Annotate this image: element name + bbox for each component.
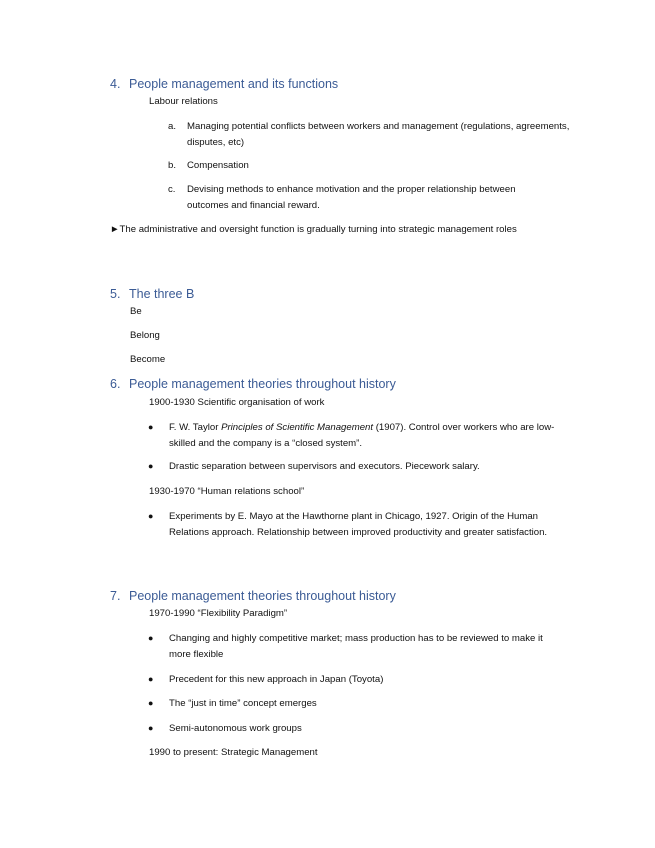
three-b-become: Become [130, 354, 166, 365]
section-5-number: 5. [110, 287, 121, 301]
list-item-c [168, 182, 568, 214]
taylor-author: F. W. Taylor [169, 422, 222, 433]
section-6-heading [110, 377, 396, 391]
bullet-market [148, 631, 568, 663]
period-1930-1970: 1930-1970 “Human relations school” [149, 486, 305, 497]
bullet-just-in-time [148, 696, 568, 712]
bullet-icon: ● [148, 422, 154, 432]
list-text-a: Managing potential conflicts between workers and management (regulations, agreements, disputes, etc) [187, 121, 570, 148]
section-4-number: 4. [110, 77, 121, 91]
section-5-title: The three B [129, 287, 195, 301]
period-1900-1930: 1900-1930 Scientific organisation of work [149, 397, 325, 408]
bullet-work-groups-text: Semi-autonomous work groups [169, 723, 302, 734]
taylor-book-title: Principles of Scientific Management [221, 422, 374, 433]
arrow-icon: ► [110, 224, 120, 235]
list-item-b [168, 158, 568, 174]
list-text-c: Devising methods to enhance motivation and the proper relationship between outcomes and financial reward. [187, 184, 516, 211]
list-marker-c: c. [168, 184, 176, 195]
three-b-be: Be [130, 306, 142, 317]
section-5-heading [110, 287, 194, 301]
bullet-icon: ● [148, 698, 154, 708]
section-7-number: 7. [110, 589, 121, 603]
bullet-taylor-text [169, 420, 564, 451]
bullet-mayo [148, 509, 568, 557]
bullet-icon: ● [148, 674, 154, 684]
period-1990-present: 1990 to present: Strategic Management [149, 747, 318, 758]
strategic-note-text: The administrative and oversight function is gradually turning into strategic management roles [119, 224, 517, 235]
section-6-number: 6. [110, 377, 121, 391]
section-6-title: People management theories throughout history [129, 377, 396, 391]
section-7-title: People management theories throughout history [129, 589, 396, 603]
three-b-belong: Belong [130, 330, 160, 341]
section-4-heading [110, 77, 338, 91]
labour-relations-subheading: Labour relations [149, 96, 218, 107]
bullet-icon: ● [148, 633, 154, 643]
bullet-mayo-text: Experiments by E. Mayo at the Hawthorne plant in Chicago, 1927. Origin of the Human Relations approach. Relationship between improved productivity and greater satisfaction. [169, 511, 548, 538]
list-marker-a: a. [168, 121, 177, 132]
bullet-market-text: Changing and highly competitive market; mass production has to be reviewed to make it more flexible [169, 633, 543, 660]
strategic-note [110, 222, 560, 238]
taylor-rest: (1907). Control over workers who are low-skilled and the company is a “closed system”. [169, 422, 555, 449]
list-text-b: Compensation [187, 160, 249, 171]
bullet-taylor [148, 420, 568, 452]
bullet-work-groups [148, 721, 568, 737]
bullet-toyota [148, 672, 568, 688]
bullet-separation-text: Drastic separation between supervisors and executors. Piecework salary. [169, 461, 480, 472]
bullet-separation [148, 459, 568, 475]
list-item-a [168, 119, 568, 151]
bullet-icon: ● [148, 511, 154, 521]
section-4-title: People management and its functions [129, 77, 339, 91]
bullet-toyota-text: Precedent for this new approach in Japan (Toyota) [169, 674, 384, 685]
period-1970-1990: 1970-1990 “Flexibility Paradigm” [149, 608, 288, 619]
section-7-heading [110, 589, 396, 603]
bullet-icon: ● [148, 723, 154, 733]
list-marker-b: b. [168, 160, 177, 171]
bullet-just-in-time-text: The “just in time” concept emerges [169, 698, 317, 709]
bullet-icon: ● [148, 461, 154, 471]
